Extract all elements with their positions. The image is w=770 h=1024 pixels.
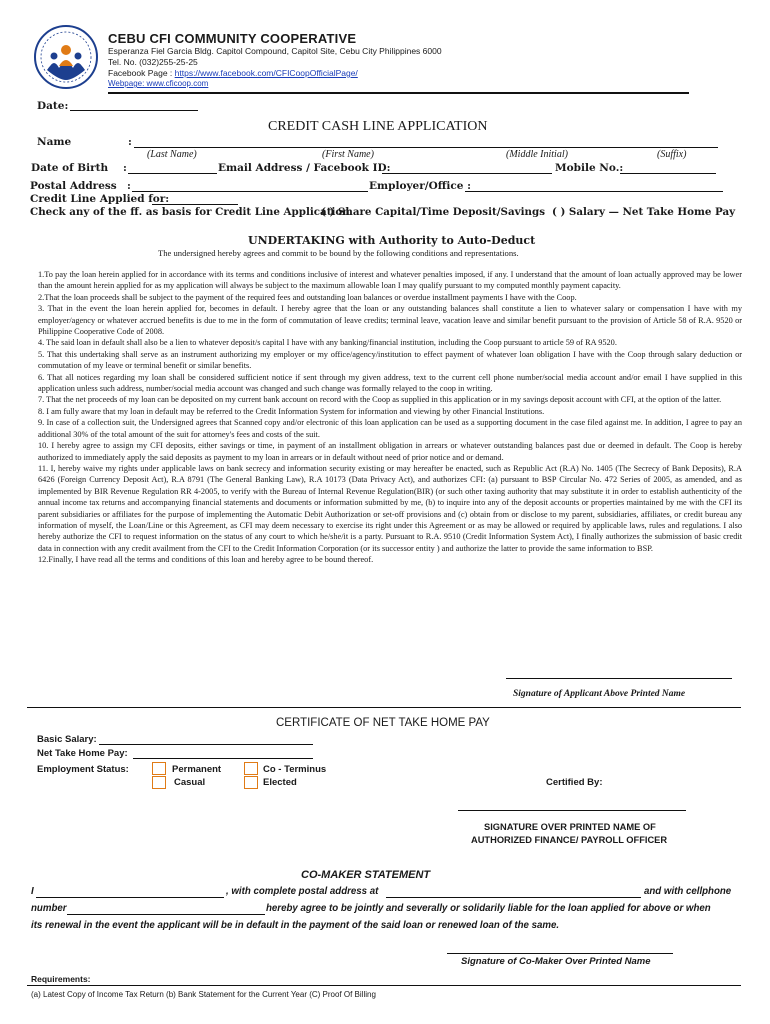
term-paragraph: 9. In case of a collection suit, the Undersigned agrees that Scanned copy and/or electronic of this loan application can be used as a supporting document in the case filed against me. In addition, I agree to pay an additional 30% of the total amount of the suit for attorney's fees and costs of the suit. xyxy=(38,418,742,439)
permanent-checkbox[interactable] xyxy=(152,762,166,775)
organization-telephone: Tel. No. (032)255-25-25 xyxy=(108,57,198,67)
term-paragraph: 6. That all notices regarding my loan shall be considered sufficient notice if sent through my given address, text to the current cell phone number/social media account and/or email I have supplied in this application unless such address, number/social media account was changed and such change was formally relayed to the coop in writing. xyxy=(38,372,742,394)
undertaking-title: UNDERTAKING with Authority to Auto-Deduct xyxy=(248,234,536,247)
name-label: Name xyxy=(37,136,72,148)
email-field[interactable] xyxy=(382,162,552,174)
comaker-line-1-mid: , with complete postal address at xyxy=(226,886,379,897)
undertaking-subtitle: The undersigned hereby agrees and commit to be bound by the following conditions and representations. xyxy=(158,248,519,258)
comaker-signature-caption: Signature of Co-Maker Over Printed Name xyxy=(461,956,651,967)
comaker-cellphone-field[interactable] xyxy=(67,903,265,915)
organization-address: Esperanza Fiel Garcia Bldg. Capitol Compound, Capitol Site, Cebu City Philippines 6000 xyxy=(108,46,442,56)
comaker-line-3: its renewal in the event the applicant will be in default in the payment of the said loan or renewed loan of the same. xyxy=(31,920,560,931)
payroll-signature-caption-1: SIGNATURE OVER PRINTED NAME OF xyxy=(484,822,656,832)
email-label: Email Address / Facebook ID: xyxy=(218,162,391,174)
term-paragraph: 5. That this undertaking shall serve as an instrument authorizing my employer or my office/agency/institution to effect payment of whatever loan obligation I have with the Coop through salary deduction or commutation of my leave or terminal benefit or similar benefits. xyxy=(38,349,742,371)
comaker-title: CO-MAKER STATEMENT xyxy=(301,869,431,881)
credit-line-label: Credit Line Applied for: xyxy=(30,193,170,205)
basic-salary-field[interactable] xyxy=(99,734,313,745)
basis-label: Check any of the ff. as basis for Credit Line Application xyxy=(30,206,350,218)
payroll-officer-signature-line[interactable] xyxy=(458,800,686,811)
postal-address-field[interactable] xyxy=(132,180,368,192)
term-paragraph: 7. That the net proceeds of my loan can be deposited on my current bank account on record with the Coop as supplied in this application or in my savings deposit account with CFI, at the option of the latter. xyxy=(38,395,722,405)
dob-colon: : xyxy=(123,162,127,174)
facebook-line xyxy=(108,68,358,78)
term-paragraph: 8. I am fully aware that my loan in default may be referred to the Credit Information System for information and viewing by other Financial Institutions. xyxy=(38,406,545,416)
term-paragraph: 2.That the loan proceeds shall be subject to the payment of the required fees and outstanding loan balances or overdue installment payments I have with the Coop. xyxy=(38,292,577,302)
permanent-option-label: Permanent xyxy=(172,764,222,775)
employer-field[interactable] xyxy=(465,180,723,192)
requirements-list: (a) Latest Copy of Income Tax Return (b) Bank Statement for the Current Year (C) Proof Of Billing xyxy=(31,990,376,999)
co-terminus-checkbox[interactable] xyxy=(244,762,258,775)
organization-name: CEBU CFI COMMUNITY COOPERATIVE xyxy=(108,31,357,46)
dob-field[interactable] xyxy=(128,162,217,174)
net-take-home-pay-field[interactable] xyxy=(133,748,313,759)
applicant-signature-caption: Signature of Applicant Above Printed Name xyxy=(513,689,686,699)
suffix-caption: (Suffix) xyxy=(657,149,687,160)
certificate-title: CERTIFICATE OF NET TAKE HOME PAY xyxy=(276,717,490,729)
term-paragraph: 11. I, hereby waive my rights under applicable laws on bank secrecy and information security existing or may hereafter be enacted, such as Republic Act (R.A) No. 1405 (The Secrecy of Bank Deposits), R.A 6426 (Foreign Currency Deposit Act), R.A 8791 (The General Banking Law), R.A 10173 (Data Privacy Act), and authorizes CFI: (a) pursuant to BSP Circular No. 472 Series of 2005, as amended, and as implemented by BIR Revenue Regulation RR 4-2005, to verify with the Bureau of Internal Revenue Regulation(BIR) (or such other taxing authority that may substitute it in order to establish authenticity of the annual income tax returns and accompanying financial statements and documents or information submitted by me, (b) to inquire into any of the deposit accounts or properties maintained by me with the CFI its parent subsidiaries or affiliates for the purpose of implementing the Automatic Debit Authorization or set-off provisions and (c) obtain from or disclose to my parent, subsidiaries, affiliates, or credit bureau any information of myself, the Loan/Line or this Agreement, as CFI may deem necessary to exercise its right under this Agreement or as may be allowed or required by applicable laws, rules and regulations. I also hereby authorize the CFI to request information on the status of any court to which he/she/it is a party. Pursuant to R.A. 9510 (Credit Information System Act), I finally authorizes the submission of basic credit data in connection with any credit availment from the CFI to the Credit Information Corporation (or its successor entity ) and authorize the latter to provide the same information to BSP. xyxy=(38,463,742,553)
mobile-field[interactable] xyxy=(620,162,716,174)
name-field[interactable] xyxy=(134,136,718,148)
co-terminus-option-label: Co - Terminus xyxy=(263,764,327,775)
dob-label: Date of Birth xyxy=(31,162,109,174)
comaker-line-1-prefix: I xyxy=(31,886,34,897)
elected-checkbox[interactable] xyxy=(244,776,258,789)
facebook-link[interactable]: https://www.facebook.com/CFICoopOfficialPage/ xyxy=(174,68,358,78)
webpage-link[interactable]: Webpage: www.cficoop.com xyxy=(108,79,209,88)
applicant-signature-line[interactable] xyxy=(506,668,732,679)
basis-option-share-capital[interactable]: ( ) Share Capital/Time Deposit/Savings xyxy=(321,206,546,218)
comaker-address-field[interactable] xyxy=(386,886,641,898)
casual-option-label: Casual xyxy=(174,777,206,788)
comaker-signature-line[interactable] xyxy=(447,943,673,954)
comaker-name-field[interactable] xyxy=(36,886,224,898)
section-divider xyxy=(27,707,741,708)
date-label: Date: xyxy=(37,100,69,112)
undertaking-terms xyxy=(38,269,742,566)
comaker-line-2-end: hereby agree to be jointly and severally or solidarily liable for the loan applied for above or when xyxy=(266,903,711,914)
last-name-caption: (Last Name) xyxy=(147,149,197,160)
basis-option-salary[interactable]: ( ) Salary — Net Take Home Pay xyxy=(552,206,736,218)
comaker-line-1-end: and with cellphone xyxy=(644,886,732,897)
first-name-caption: (First Name) xyxy=(322,149,374,160)
elected-option-label: Elected xyxy=(263,777,297,788)
facebook-label: Facebook Page : xyxy=(108,68,175,78)
comaker-line-2-prefix: number xyxy=(31,903,67,914)
credit-line-field[interactable] xyxy=(152,193,238,205)
header-divider xyxy=(108,92,689,94)
net-take-home-pay-label: Net Take Home Pay: xyxy=(37,748,128,759)
certified-by-label: Certified By: xyxy=(546,777,603,788)
date-field[interactable] xyxy=(70,100,198,111)
middle-initial-caption: (Middle Initial) xyxy=(506,149,568,160)
employment-status-label: Employment Status: xyxy=(37,764,129,775)
postal-address-label: Postal Address xyxy=(30,180,117,192)
form-title: CREDIT CASH LINE APPLICATION xyxy=(268,119,488,134)
term-paragraph: 4. The said loan in default shall also be a lien to whatever deposit/s capital I have with any banking/financial institution, including the Coop pursuant to article 59 of RA 9520. xyxy=(38,338,617,348)
postal-colon: : xyxy=(127,180,131,192)
mobile-label: Mobile No.: xyxy=(555,162,624,174)
casual-checkbox[interactable] xyxy=(152,776,166,789)
requirements-label: Requirements: xyxy=(31,974,91,984)
payroll-signature-caption-2: AUTHORIZED FINANCE/ PAYROLL OFFICER xyxy=(471,835,668,845)
name-colon: : xyxy=(128,136,132,148)
basic-salary-label: Basic Salary: xyxy=(37,734,97,745)
term-paragraph: 10. I hereby agree to assign my CFI deposits, either savings or time, in payment of an installment obligation in arrears or whatever outstanding balances past due or deemed in default. The Coop is hereby authorized to immediately apply the said deposits as payment to my loan in arrears or in default without need of prior notice and or demand. xyxy=(38,441,742,462)
term-paragraph: 3. That in the event the loan herein applied for, becomes in default. I hereby agree that the loan or any outstanding balances shall constitute a lien to whatever salary or compensation I have with my employer/agency or whatever accrued benefits is due to me in the form of commutation of leave credits; terminal leave, vacation leave and similar benefit pursuant to the provision of Article 58 of R.A. 9520 or Philippine Cooperative Code of 2008. xyxy=(38,304,742,337)
employer-label: Employer/Office : xyxy=(369,180,471,192)
cooperative-logo xyxy=(33,24,99,90)
term-paragraph: 12.Finally, I have read all the terms and conditions of this loan and hereby agree to be bound thereof. xyxy=(38,555,374,565)
term-paragraph: 1.To pay the loan herein applied for in accordance with its terms and conditions inclusive of interest and whatever penalties imposed, if any. I understand that the amount of loan actually approved may be lower than the amount herein applied for as my application will always be subject to the maximum allowable loan I may qualify pursuant to my computed monthly payment capacity. xyxy=(38,270,742,291)
requirements-divider xyxy=(27,985,741,986)
